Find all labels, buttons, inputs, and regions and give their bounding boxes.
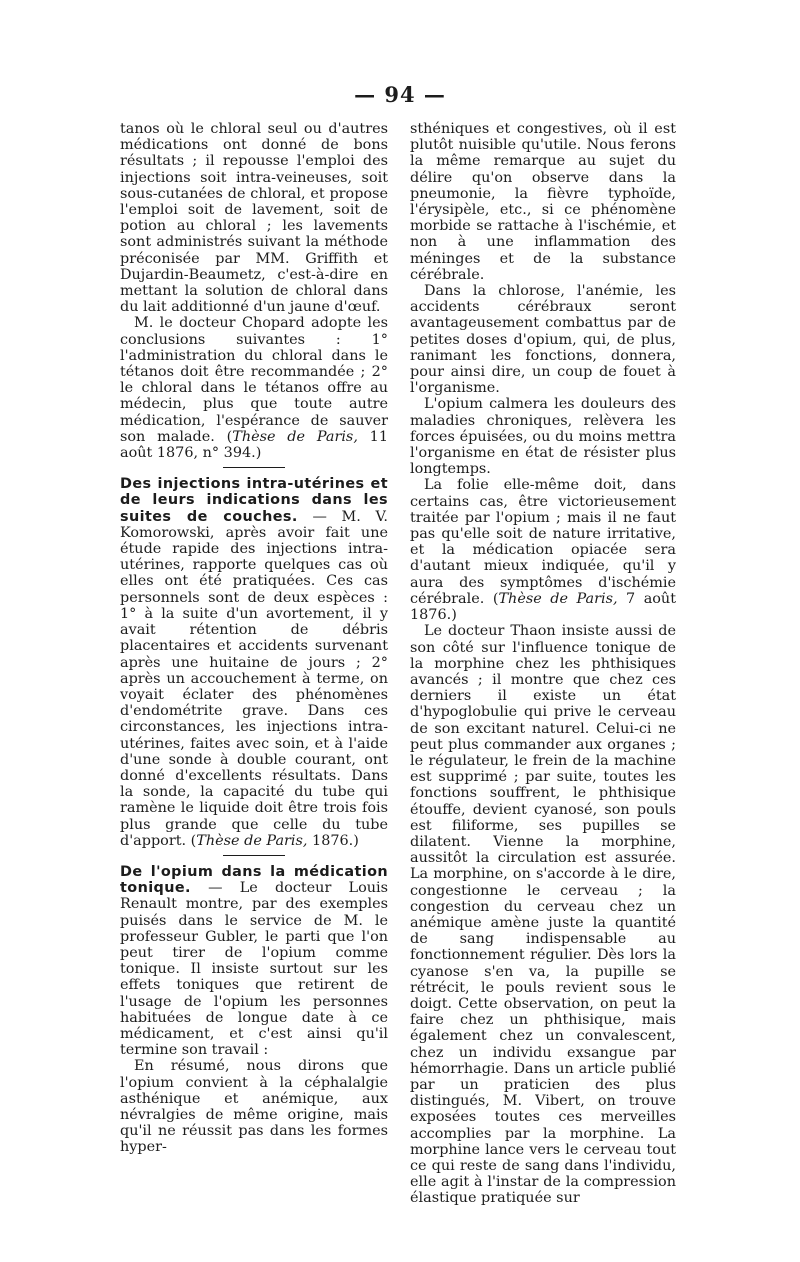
paragraph-text: — Le docteur Louis Renault montre, par des exemples puisés dans le service de M. le professeur Gubler, le parti que l'on peut tirer de l'opium comme tonique. Il insiste surtout sur les effets toniques que retirent de l'usage de l'opium les personnes habituées de longue date à ce médicament, et c'est ainsi qu'il termine son travail :: [120, 880, 388, 1059]
paragraph: tanos où le chloral seul ou d'autres médications ont donné de bons résultats ; il repousse l'emploi des injections soit intra-veineuses, soit sous-cutanées de chloral, et propose l'emploi soit de lavement, soit de potion au chloral ; les lavements sont administrés suivant la méthode préconisée par MM. Griffith et Dujardin-Beaumetz, c'est-à-dire en mettant la solution de chloral dans du lait additionné d'un jaune d'œuf.: [120, 121, 388, 316]
paragraph: Dans la chlorose, l'anémie, les accidents cérébraux seront avantageusement combattus par de petites doses d'opium, qui, de plus, ranimant les fonctions, donnera, pour ainsi dire, un coup de fouet à l'organisme.: [410, 283, 676, 397]
paragraph-text: La folie elle-même doit, dans certains cas, être victorieusement traitée par l'opium ; mais il ne faut pas qu'elle soit de nature irritative, et la médication opiacée sera d'autant mieux indiquée, qu'il y aura des symptômes d'ischémie cérébrale. (: [410, 477, 676, 607]
citation-date: 1876.): [307, 832, 359, 849]
paragraph: sthéniques et congestives, où il est plutôt nuisible qu'utile. Nous ferons la même remarque au sujet du délire qu'on observe dans la pneumonie, la fièvre typhoïde, l'érysipèle, etc., si ce phénomène morbide se rattache à l'ischémie, et non à une inflammation des méninges et de la substance cérébrale.: [410, 121, 676, 283]
section-heading: Des injections intra-utérines et de leurs indications dans les suites de couches.: [120, 476, 388, 525]
page-number: — 94 —: [354, 82, 446, 107]
citation-date: 11 août 1876, n° 394.): [120, 428, 388, 462]
paragraph-text: M. le docteur Chopard adopte les conclusions suivantes : 1° l'administration du chloral dans le tétanos doit être recommandée ; 2° le chloral dans le tétanos offre au médecin, plus que toute autre médication, l'espérance de sauver son malade. (: [120, 315, 388, 445]
separator-rule: [223, 855, 285, 856]
paragraph: [410, 477, 676, 623]
paragraph: [120, 315, 388, 461]
section-paragraph: [120, 476, 388, 849]
separator-rule: [223, 467, 285, 468]
section-heading: De l'opium dans la médication tonique.: [120, 863, 388, 897]
paragraph-text: — M. V. Komorowski, après avoir fait une étude rapide des injections intra-utérines, rapporte quelques cas où elles ont été pratiquées. Ces cas personnels sont de deux espèces : 1° à la suite d'un avortement, il y avait rétention de débris placentaires et accidents survenant après une huitaine de jours ; 2° après un accouchement à terme, on voyait éclater des phénomènes d'endométrite grave. Dans ces circonstances, les injections intra-utérines, faites avec soin, et à l'aide d'une sonde à double courant, ont donné d'excellents résultats. Dans la sonde, la capacité du tube qui ramène le liquide doit être trois fois plus grande que celle du tube d'apport. (: [120, 508, 389, 849]
left-column: [120, 121, 388, 1156]
citation: Thèse de Paris,: [498, 590, 618, 607]
citation: Thèse de Paris,: [232, 428, 358, 445]
citation-date: 7 août 1876.): [410, 590, 676, 624]
citation: Thèse de Paris,: [196, 832, 308, 849]
paragraph: En résumé, nous dirons que l'opium convient à la céphalalgie asthénique et anémique, aux névralgies de même origine, mais qu'il ne réussit pas dans les formes hyper-: [120, 1058, 388, 1156]
paragraph: Le docteur Thaon insiste aussi de son côté sur l'influence tonique de la morphine chez les phthisiques avancés ; il montre que chez ces derniers il existe un état d'hypoglobulie qui prive le cerveau de son excitant naturel. Celui-ci ne peut plus commander aux organes ; le régulateur, le frein de la machine est supprimé ; par suite, toutes les fonctions souffrent, le phthisique étouffe, devient cyanosé, son pouls est filiforme, ses pupilles se dilatent. Vienne la morphine, aussitôt la circulation est assurée. La morphine, on s'accorde à le dire, congestionne le cerveau ; la congestion du cerveau chez un anémique amène juste la quantité de sang indispensable au fonctionnement régulier. Dès lors la cyanose s'en va, la pupille se rétrécit, le pouls revient sous le doigt. Cette observation, on peut la faire chez un phthisique, mais également chez un convalescent, chez un individu exsangue par hémorrhagie. Dans un article publié par un praticien des plus distingués, M. Vibert, on trouve exposées toutes ces merveilles accomplies par la morphine. La morphine lance vers le cerveau tout ce qui reste de sang dans l'individu, elle agit à l'instar de la compression élastique pratiquée sur: [410, 623, 676, 1207]
paragraph: L'opium calmera les douleurs des maladies chroniques, relèvera les forces épuisées, ou du moins mettra l'organisme en état de résister plus longtemps.: [410, 396, 676, 478]
right-column: [410, 121, 676, 1207]
section-paragraph: [120, 864, 388, 1058]
